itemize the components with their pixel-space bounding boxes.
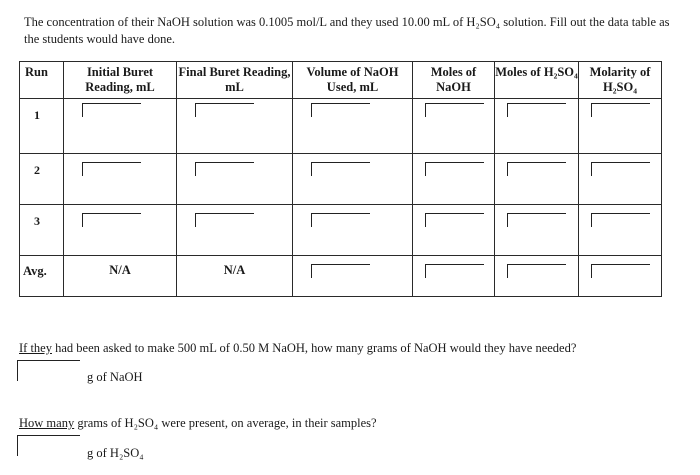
answer-box[interactable] [311,264,370,278]
final-reading-na-cell [177,256,293,297]
molarity-h2so4-cell[interactable] [579,99,662,154]
answer-box[interactable] [311,213,370,227]
question-naoh-grams [19,340,679,357]
molarity-h2so4-cell[interactable] [579,256,662,297]
answer-box[interactable] [507,213,566,227]
answer-box-naoh-grams[interactable] [17,360,80,381]
moles-h2so4-cell[interactable] [495,256,579,297]
question-prefix: How many [19,416,75,430]
answer-box[interactable] [82,103,141,117]
final-reading-cell[interactable] [177,99,293,154]
moles-naoh-cell[interactable] [413,256,495,297]
header-moles-naoh: Moles of NaOH [413,62,495,99]
initial-reading-na-cell [64,256,177,297]
table-row [20,154,662,205]
initial-reading-cell[interactable] [64,99,177,154]
answer-box[interactable] [591,162,650,176]
table-row [20,99,662,154]
answer-box[interactable] [507,103,566,117]
unit-label: g of H₂SO₄ [87,446,144,460]
moles-naoh-cell[interactable] [413,205,495,256]
answer-box[interactable] [425,162,484,176]
run-cell [20,205,64,256]
answer-box[interactable] [591,264,650,278]
molarity-h2so4-cell[interactable] [579,154,662,205]
answer-box[interactable] [195,162,254,176]
question-prefix: If they [19,341,52,355]
answer-box[interactable] [82,213,141,227]
final-reading-cell[interactable] [177,205,293,256]
answer-box[interactable] [195,213,254,227]
intro-text: The concentration of their NaOH solution was 0.1005 mol/L and they used 10.00 mL of H₂SO₄ solution. Fill out the data table as the students would have done. [24,15,670,46]
moles-h2so4-cell[interactable] [495,99,579,154]
molarity-h2so4-cell[interactable] [579,205,662,256]
answer-box[interactable] [507,264,566,278]
avg-label: Avg. [23,264,47,278]
answer-box[interactable] [591,213,650,227]
unit-label: g of NaOH [87,370,143,384]
answer-box[interactable] [311,103,370,117]
table-row [20,205,662,256]
answer-box[interactable] [425,264,484,278]
header-final-buret: Final Buret Reading, mL [177,62,293,99]
answer-box[interactable] [311,162,370,176]
moles-h2so4-cell[interactable] [495,154,579,205]
moles-h2so4-cell[interactable] [495,205,579,256]
question-text: grams of H₂SO₄ were present, on average, in their samples? [74,416,377,430]
answer-box[interactable] [82,162,141,176]
header-row [20,62,662,99]
header-volume-naoh: Volume of NaOH Used, mL [293,62,413,99]
question-h2so4-grams [19,415,679,432]
moles-naoh-cell[interactable] [413,99,495,154]
header-run: Run [20,62,64,99]
header-molarity-h2so4: Molarity of H₂SO₄ [579,62,662,99]
run-label: 1 [34,108,40,122]
na-text: N/A [109,263,131,277]
answer-box[interactable] [195,103,254,117]
final-reading-cell[interactable] [177,154,293,205]
run-label: 3 [34,214,40,228]
avg-cell [20,256,64,297]
answer-box[interactable] [591,103,650,117]
initial-reading-cell[interactable] [64,154,177,205]
volume-naoh-cell[interactable] [293,154,413,205]
table-row-average [20,256,662,297]
answer-box[interactable] [425,103,484,117]
initial-reading-cell[interactable] [64,205,177,256]
data-table [19,61,662,297]
run-cell [20,99,64,154]
question-text: had been asked to make 500 mL of 0.50 M NaOH, how many grams of NaOH would they have needed? [51,341,577,355]
answer-box[interactable] [425,213,484,227]
na-text: N/A [223,263,246,277]
answer-box-h2so4-grams[interactable] [17,435,80,456]
volume-naoh-cell[interactable] [293,205,413,256]
volume-naoh-cell[interactable] [293,256,413,297]
header-moles-h2so4: Moles of H₂SO₄ [495,62,579,99]
header-initial-buret: Initial Buret Reading, mL [64,62,177,99]
moles-naoh-cell[interactable] [413,154,495,205]
volume-naoh-cell[interactable] [293,99,413,154]
run-label: 2 [34,163,40,177]
run-cell [20,154,64,205]
answer-box[interactable] [507,162,566,176]
